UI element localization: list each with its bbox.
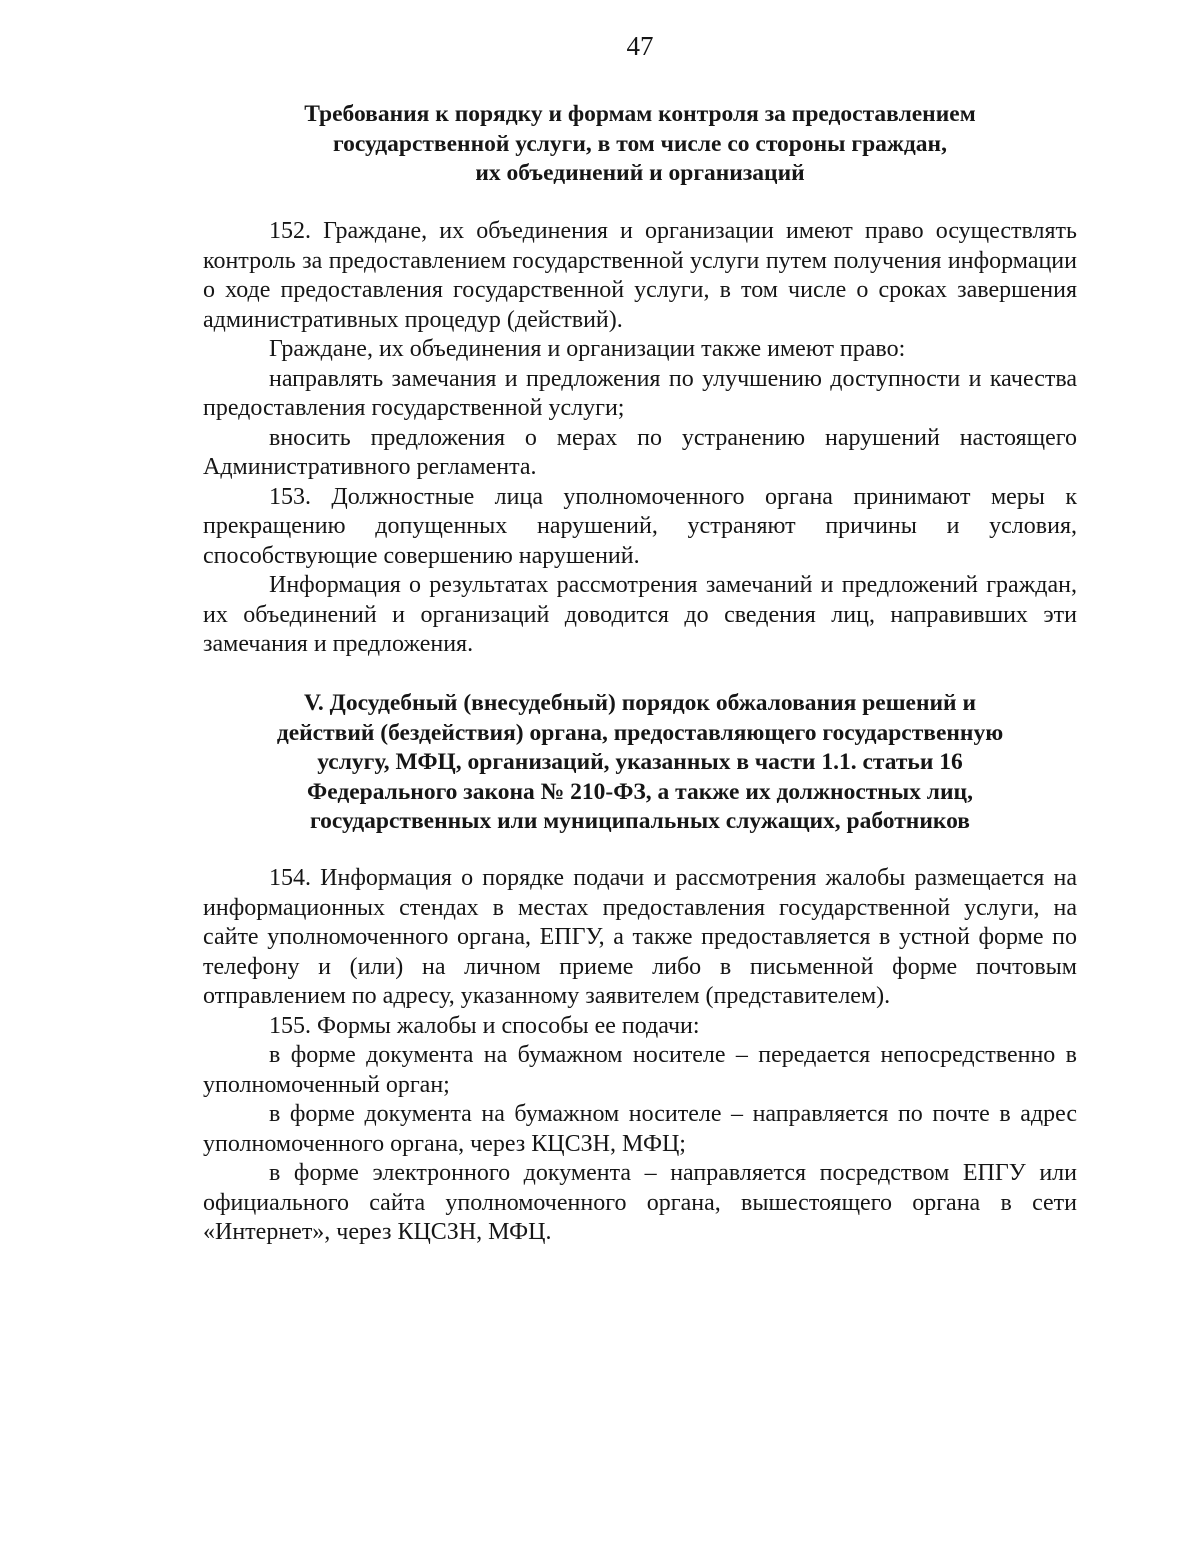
section-heading-appeal [200,689,1080,837]
heading-line: Федерального закона № 210-ФЗ, а также их должностных лиц, [307,778,973,805]
paragraph-right-proposals: вносить предложения о мерах по устранению нарушений настоящего Административного регламента. [203,424,1077,480]
page-number: 47 [626,31,654,61]
heading-line: государственных или муниципальных служащих, работников [310,808,970,834]
paragraph-form-paper-mail: в форме документа на бумажном носителе – направляется по почте в адрес уполномоченного органа, через КЦСЗН, МФЦ; [203,1101,1077,1157]
heading-line: государственной услуги, в том числе со стороны граждан, [333,130,947,157]
heading-line: услугу, МФЦ, организаций, указанных в части 1.1. статьи 16 [317,749,963,775]
paragraph-152: 152. Граждане, их объединения и организации имеют право осуществлять контроль за предоставлением государственной услуги путем получения информации о ходе предоставления государственной услуги, в том числе о сроках завершения административных процедур (действий). [203,218,1077,333]
paragraph-155: 155. Формы жалобы и способы ее подачи: [269,1012,700,1039]
paragraph-form-paper-direct: в форме документа на бумажном носителе – передается непосредственно в уполномоченный орган; [203,1042,1077,1098]
paragraph-153: 153. Должностные лица уполномоченного органа принимают меры к прекращению допущенных нарушений, устраняют причины и условия, способствующие совершению нарушений. [203,483,1077,569]
paragraph-154: 154. Информация о порядке подачи и рассмотрения жалобы размещается на информационных стендах в местах предоставления государственной услуги, на сайте уполномоченного органа, ЕПГУ, а также предоставляется в устной форме по телефону и (или) на личном приеме либо в письменной форме почтовым отправлением по адресу, указанному заявителем (представителем). [203,865,1077,1009]
heading-line: Требования к порядку и формам контроля за предоставлением [304,101,976,127]
section-body-control [203,217,1077,660]
section-body-appeal [203,864,1077,1248]
heading-line: их объединений и организаций [475,160,805,186]
paragraph-form-electronic: в форме электронного документа – направляется посредством ЕПГУ или официального сайта уполномоченного органа, вышестоящего органа в сети «Интернет», через КЦСЗН, МФЦ. [203,1160,1077,1245]
paragraph-rights-intro: Граждане, их объединения и организации также имеют право: [269,336,906,362]
section-heading-control [200,100,1080,189]
heading-line: V. Досудебный (внесудебный) порядок обжалования решений и [303,690,977,716]
paragraph-results-info: Информация о результатах рассмотрения замечаний и предложений граждан, их объединений и организаций доводится до сведения лиц, направивших эти замечания и предложения. [203,572,1077,657]
paragraph-right-remarks: направлять замечания и предложения по улучшению доступности и качества предоставления государственной услуги; [203,365,1077,421]
heading-line: действий (бездействия) органа, предоставляющего государственную [276,719,1004,746]
